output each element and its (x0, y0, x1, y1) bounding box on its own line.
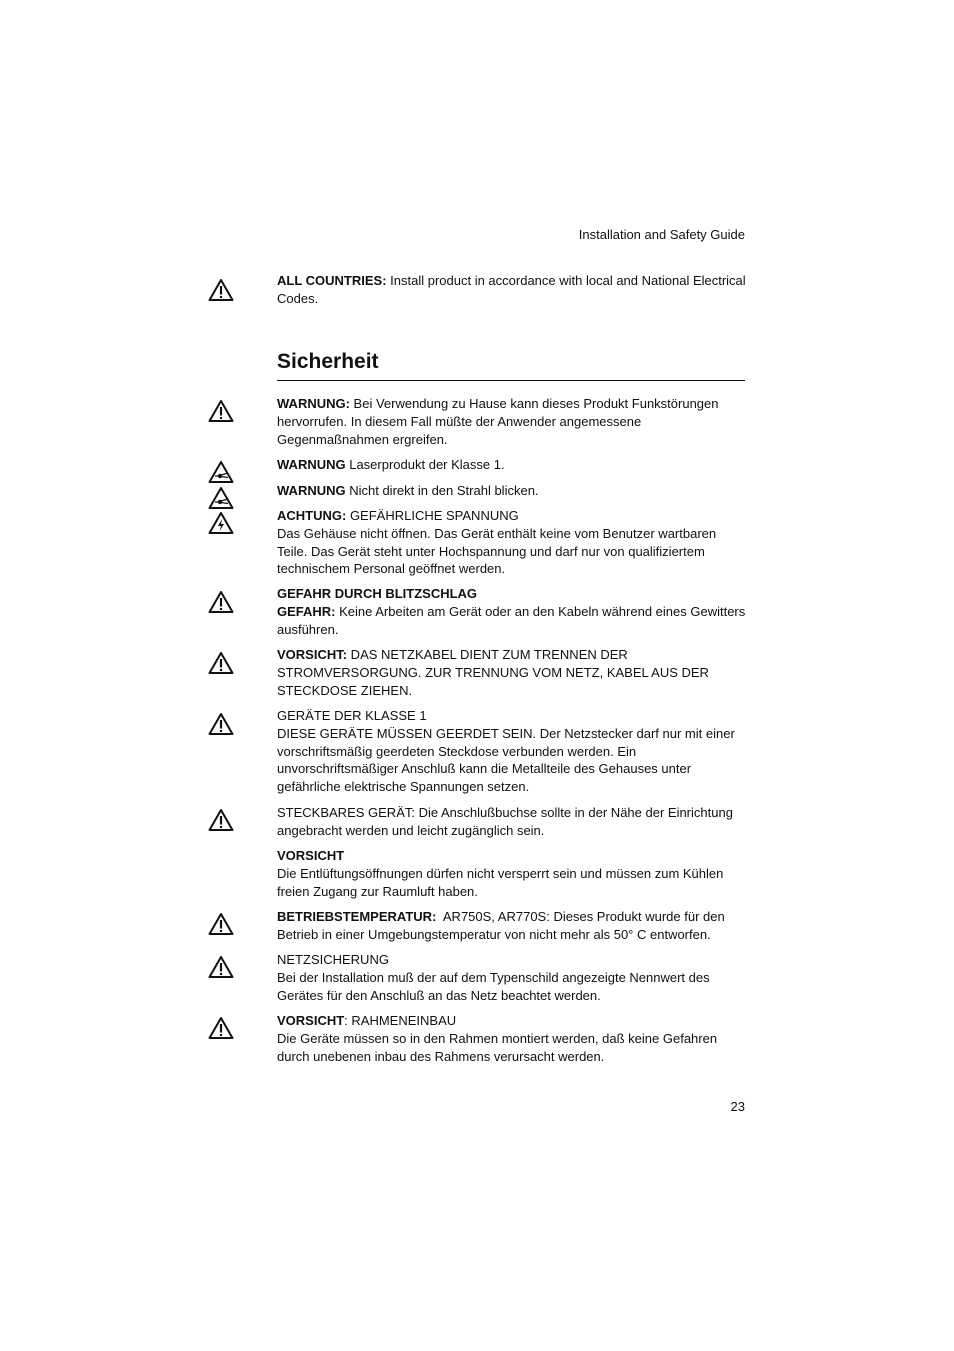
notice-block (277, 456, 747, 474)
warning-icon (208, 651, 234, 675)
notice-block (277, 707, 747, 796)
notice-label: ALL COUNTRIES: (277, 273, 387, 288)
notice-block (277, 482, 747, 500)
warning-icon (208, 278, 234, 302)
section-title: Sicherheit (277, 350, 379, 373)
section-divider (277, 380, 745, 381)
warning-icon (208, 808, 234, 832)
notice-label: ACHTUNG: (277, 508, 347, 523)
notice-block (277, 951, 747, 1004)
notice-block (277, 847, 747, 900)
notice-body: Die Geräte müssen so in den Rahmen montiert werden, daß keine Gefahren durch unebenen inbau des Rahmens verursacht werden. (277, 1030, 718, 1064)
notice-text: : RAHMENEINBAU (344, 1013, 457, 1028)
high-voltage-icon (208, 511, 234, 535)
notice-block (277, 585, 747, 638)
notice-label: WARNUNG: (277, 396, 350, 411)
notice-text: AR750S, AR770S: Dieses Produkt wurde für den Betrieb in einer Umgebungstemperatur von nicht mehr als 50° C entworfen. (277, 909, 729, 942)
notice-text: NETZSICHERUNG (277, 952, 389, 967)
warning-icon (208, 399, 234, 423)
notice-text: DAS NETZKABEL DIENT ZUM TRENNEN DER STROMVERSORGUNG. ZUR TRENNUNG VOM NETZ, KABEL AUS DER STECKDOSE ZIEHEN. (277, 647, 709, 698)
notice-label: VORSICHT (277, 848, 345, 863)
notice-block (277, 646, 747, 699)
notice-text: GERÄTE DER KLASSE 1 (277, 708, 427, 723)
warning-icon (208, 955, 234, 979)
notice-block (277, 395, 747, 448)
running-header: Installation and Safety Guide (578, 227, 745, 242)
notice-text: GEFÄHRLICHE SPANNUNG (346, 508, 519, 523)
notice-label: BETRIEBSTEMPERATUR: (277, 909, 437, 924)
notice-label: WARNUNG (277, 483, 346, 498)
notice-text: Install product in accordance with local and National Electrical Codes. (277, 273, 746, 306)
notice-text: Keine Arbeiten am Gerät oder an den Kabeln während eines Gewitters ausführen. (277, 603, 746, 637)
notice-body: Das Gehäuse nicht öffnen. Das Gerät enthält keine vom Benutzer wartbaren Teile. Das Gerät steht unter Hochspannung und darf nur von qualifiziertem technischem Personal geöffnet werden. (277, 525, 717, 577)
notice-label: VORSICHT (277, 1013, 345, 1028)
notice-text: STECKBARES GERÄT: Die Anschlußbuchse sollte in der Nähe der Einrichtung angebracht werden und leicht zugänglich sein. (277, 805, 733, 838)
warning-icon (208, 712, 234, 736)
warning-icon (208, 912, 234, 936)
notice-block (277, 507, 747, 578)
notice-label: VORSICHT: (277, 647, 348, 662)
notice-body: Die Entlüftungsöffnungen dürfen nicht versperrt sein und müssen zum Kühlen freien Zugang zur Raumluft haben. (277, 865, 724, 899)
notice-text: Laserprodukt der Klasse 1. (345, 457, 505, 472)
notice-label: GEFAHR DURCH BLITZSCHLAG (277, 586, 478, 601)
notice-block (277, 1012, 747, 1065)
warning-icon (208, 1016, 234, 1040)
notice-block (277, 804, 747, 840)
intro-notice (277, 272, 747, 308)
notice-block (277, 908, 747, 944)
warning-icon (208, 590, 234, 614)
laser-warning-icon (208, 460, 234, 484)
notice-body: DIESE GERÄTE MÜSSEN GEERDET SEIN. Der Netzstecker darf nur mit einer vorschriftsmäßig geerdeten Steckdose verbunden werden. Ein unvorschriftsmäßiger Anschluß kann die Metallteile des Gehauses unter gefährliche elektrische Spannungen setzen. (277, 725, 735, 795)
laser-warning-icon (208, 486, 234, 510)
notice-text: Nicht direkt in den Strahl blicken. (345, 483, 539, 498)
page-number: 23 (730, 1099, 745, 1114)
notice-label: GEFAHR: (277, 603, 336, 619)
notice-label: WARNUNG (277, 457, 346, 472)
notice-body: Bei der Installation muß der auf dem Typenschild angezeigte Nennwert des Gerätes für den Anschluß an das Netz beachtet werden. (277, 969, 710, 1003)
notice-text: Bei Verwendung zu Hause kann dieses Produkt Funkstörungen hervorrufen. In diesem Fall müßte der Anwender angemessene Gegenmaßnahmen ergreifen. (277, 396, 719, 447)
